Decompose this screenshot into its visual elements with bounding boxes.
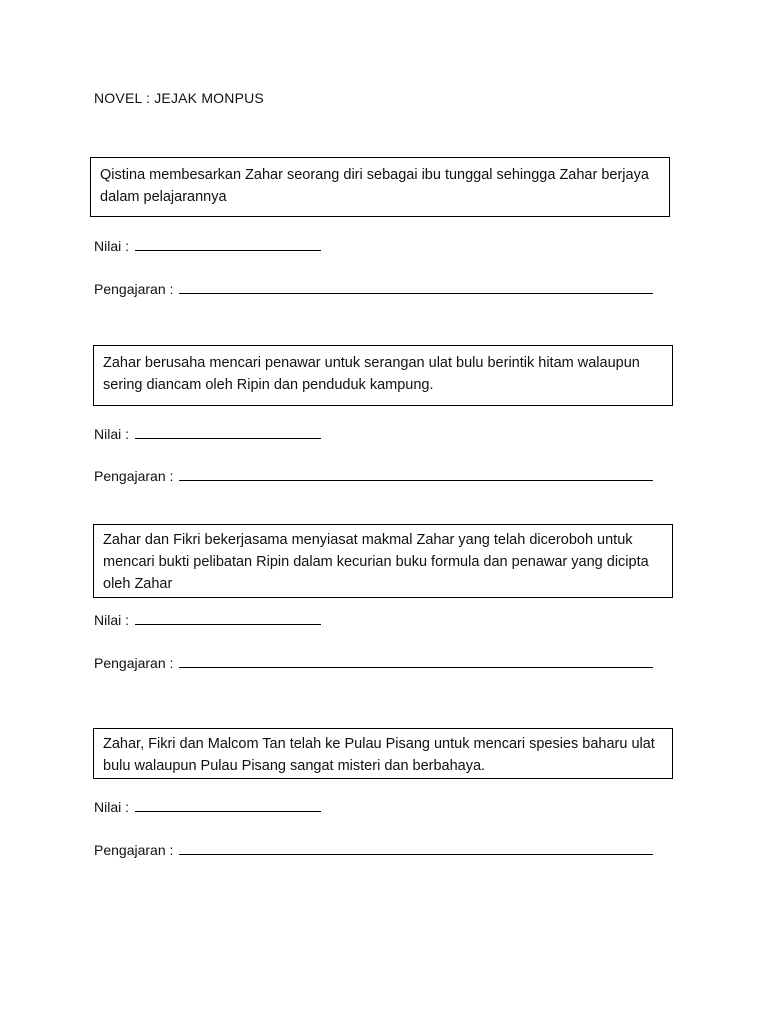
nilai-label-1: Nilai : xyxy=(94,238,130,254)
pengajaran-label-1: Pengajaran : xyxy=(94,281,174,297)
pengajaran-blank-4[interactable] xyxy=(179,840,653,855)
pengajaran-blank-2[interactable] xyxy=(179,466,653,481)
pengajaran-row-1 xyxy=(94,279,653,297)
pengajaran-row-2 xyxy=(94,466,653,484)
nilai-row-4 xyxy=(94,797,321,815)
statement-box-2 xyxy=(93,345,673,406)
pengajaran-label-4: Pengajaran : xyxy=(94,842,174,858)
statement-text-2: Zahar berusaha mencari penawar untuk serangan ulat bulu berintik hitam walaupun sering diancam oleh Ripin dan penduduk kampung. xyxy=(103,355,640,393)
statement-text-1: Qistina membesarkan Zahar seorang diri sebagai ibu tunggal sehingga Zahar berjaya dalam pelajarannya xyxy=(100,167,649,205)
nilai-row-1 xyxy=(94,236,321,254)
pengajaran-blank-3[interactable] xyxy=(179,653,653,668)
statement-box-3 xyxy=(93,524,673,598)
statement-text-4: Zahar, Fikri dan Malcom Tan telah ke Pulau Pisang untuk mencari spesies baharu ulat bulu walaupun Pulau Pisang sangat misteri dan berbahaya. xyxy=(103,736,655,774)
pengajaran-label-2: Pengajaran : xyxy=(94,468,174,484)
nilai-blank-4[interactable] xyxy=(135,797,321,812)
statement-box-1 xyxy=(90,157,670,217)
nilai-blank-1[interactable] xyxy=(135,236,321,251)
nilai-row-2 xyxy=(94,424,321,442)
nilai-blank-3[interactable] xyxy=(135,610,321,625)
nilai-blank-2[interactable] xyxy=(135,424,321,439)
nilai-label-4: Nilai : xyxy=(94,799,130,815)
nilai-label-3: Nilai : xyxy=(94,612,130,628)
pengajaran-label-3: Pengajaran : xyxy=(94,655,174,671)
pengajaran-row-3 xyxy=(94,653,653,671)
pengajaran-row-4 xyxy=(94,840,653,858)
page-title: NOVEL : JEJAK MONPUS xyxy=(94,90,264,106)
statement-box-4 xyxy=(93,728,673,779)
nilai-row-3 xyxy=(94,610,321,628)
nilai-label-2: Nilai : xyxy=(94,426,130,442)
pengajaran-blank-1[interactable] xyxy=(179,279,653,294)
statement-text-3: Zahar dan Fikri bekerjasama menyiasat makmal Zahar yang telah diceroboh untuk mencari bukti pelibatan Ripin dalam kecurian buku formula dan penawar yang dicipta oleh Zahar xyxy=(103,532,649,592)
